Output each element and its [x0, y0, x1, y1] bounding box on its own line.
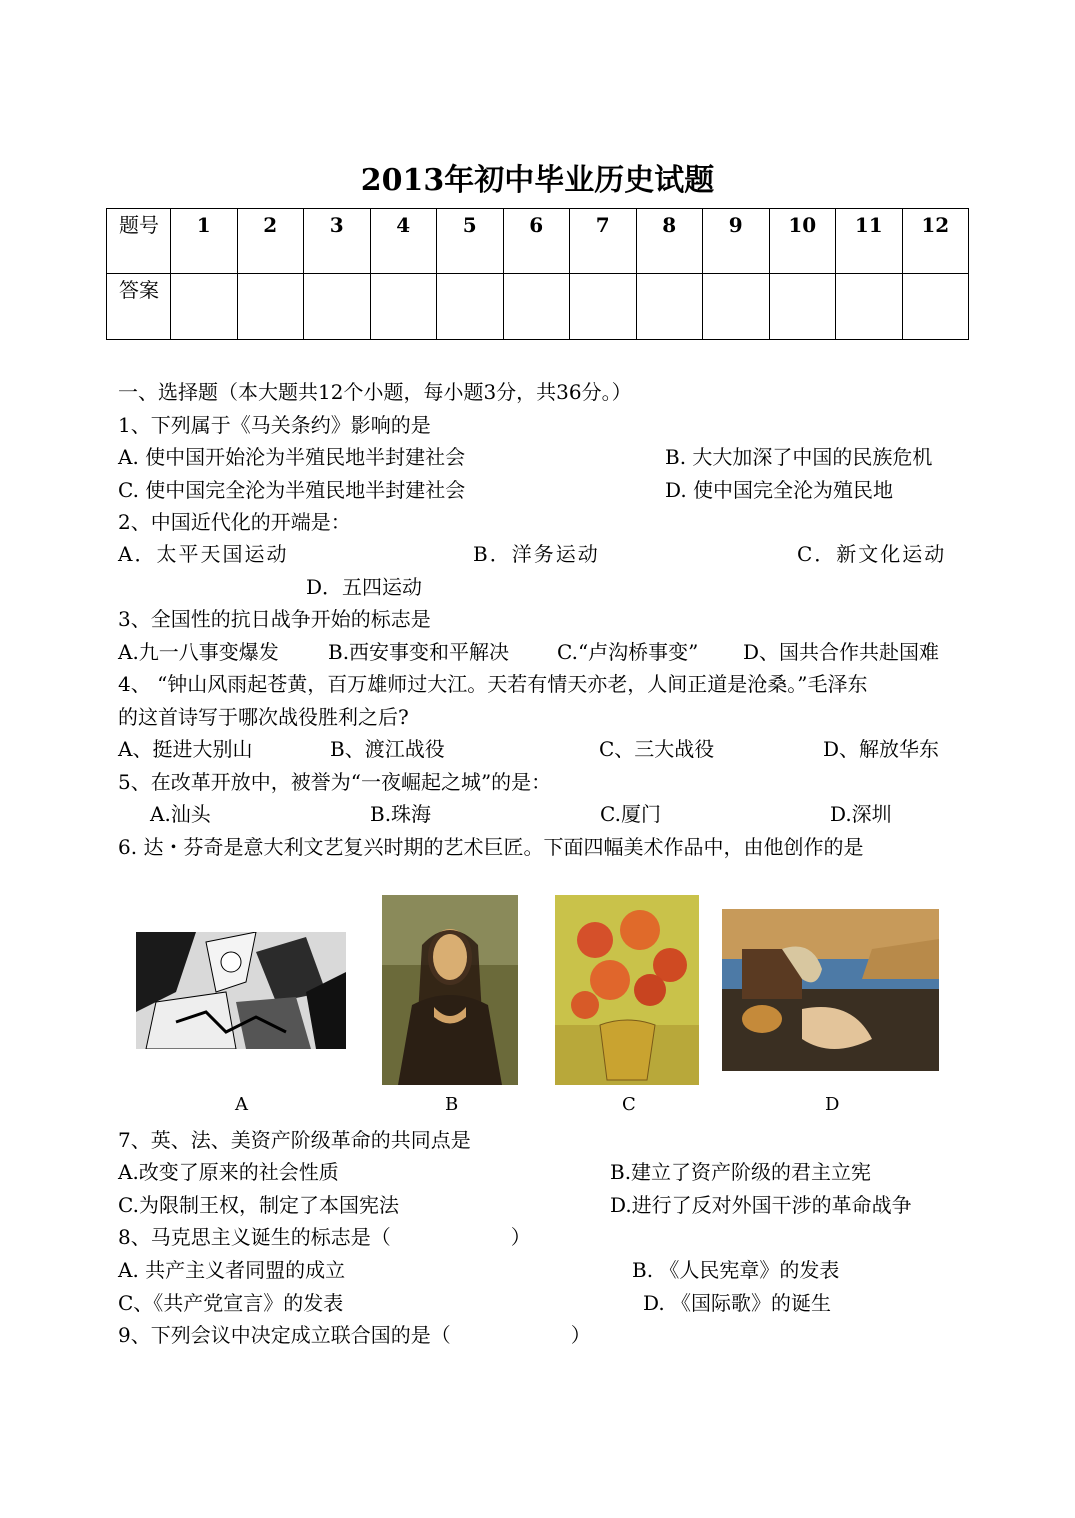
q3-option-c: C.“卢沟桥事变” — [557, 640, 699, 664]
q5-option-a: A.汕头 — [150, 802, 211, 826]
question-number: 8 — [636, 209, 703, 274]
question-3-stem: 3、全国性的抗日战争开始的标志是 — [118, 607, 431, 631]
answer-cell[interactable] — [636, 274, 703, 340]
q2-option-d: D．五四运动 — [306, 575, 423, 599]
caption-c: C — [622, 1094, 636, 1115]
q1-option-c: C. 使中国完全沦为半殖民地半封建社会 — [118, 478, 466, 502]
answer-cell[interactable] — [836, 274, 903, 340]
question-6-stem: 6. 达・芬奇是意大利文艺复兴时期的艺术巨匠。下面四幅美术作品中，由他创作的是 — [118, 835, 864, 859]
q4-option-a: A、挺进大别山 — [118, 737, 253, 761]
answer-cell[interactable] — [437, 274, 504, 340]
painting-d-image — [722, 909, 939, 1071]
q7-option-a: A.改变了原来的社会性质 — [118, 1160, 339, 1184]
answer-cell[interactable] — [304, 274, 371, 340]
q5-option-d: D.深圳 — [830, 802, 892, 826]
q4-option-c: C、三大战役 — [599, 737, 715, 761]
question-number: 2 — [237, 209, 304, 274]
answer-cell[interactable] — [769, 274, 836, 340]
question-number: 11 — [836, 209, 903, 274]
caption-a: A — [235, 1094, 248, 1115]
question-4-stem-cont: 的这首诗写于哪次战役胜利之后? — [118, 705, 409, 729]
question-number: 9 — [703, 209, 770, 274]
question-number: 12 — [902, 209, 969, 274]
answer-table — [106, 208, 969, 340]
answer-cell[interactable] — [902, 274, 969, 340]
answer-cell[interactable] — [370, 274, 437, 340]
q1-option-b: B. 大大加深了中国的民族危机 — [665, 445, 933, 469]
answer-cell[interactable] — [503, 274, 570, 340]
q3-option-d: D、国共合作共赴国难 — [743, 640, 940, 664]
q8-option-c: C、《共产党宣言》的发表 — [118, 1291, 344, 1315]
question-number: 1 — [171, 209, 238, 274]
question-number: 4 — [370, 209, 437, 274]
section-heading: 一、选择题（本大题共12个小题，每小题3分，共36分。） — [118, 380, 632, 404]
q5-option-b: B.珠海 — [370, 802, 432, 826]
question-number: 10 — [769, 209, 836, 274]
q7-option-d: D.进行了反对外国干涉的革命战争 — [610, 1193, 912, 1217]
answer-cell[interactable] — [237, 274, 304, 340]
q3-option-b: B.西安事变和平解决 — [328, 640, 510, 664]
page-title: 2013年初中毕业历史试题 — [360, 163, 715, 198]
caption-d: D — [825, 1094, 840, 1115]
answer-cell[interactable] — [703, 274, 770, 340]
question-2-stem: 2、中国近代化的开端是： — [118, 510, 351, 534]
question-7-stem: 7、英、法、美资产阶级革命的共同点是 — [118, 1128, 471, 1152]
question-number: 5 — [437, 209, 504, 274]
painting-a-image — [136, 932, 346, 1049]
q1-option-d: D. 使中国完全沦为殖民地 — [665, 478, 894, 502]
answer-cell[interactable] — [171, 274, 238, 340]
q2-option-b: B．洋务运动 — [473, 542, 600, 566]
painting-c-image — [555, 895, 699, 1085]
answer-cell[interactable] — [570, 274, 637, 340]
painting-b-image — [382, 895, 518, 1085]
question-1-stem: 1、下列属于《马关条约》影响的是 — [118, 413, 431, 437]
q7-option-b: B.建立了资产阶级的君主立宪 — [610, 1160, 872, 1184]
question-4-stem: 4、 “钟山风雨起苍黄，百万雄师过大江。天若有情天亦老，人间正道是沧桑。”毛泽东 — [118, 672, 868, 696]
row-label-number: 题号 — [107, 209, 171, 274]
question-8-stem: 8、马克思主义诞生的标志是（ ） — [118, 1225, 531, 1249]
question-number: 3 — [304, 209, 371, 274]
q4-option-b: B、渡江战役 — [330, 737, 445, 761]
q8-option-a: A. 共产主义者同盟的成立 — [118, 1258, 346, 1282]
q8-option-d: D. 《国际歌》的诞生 — [643, 1291, 832, 1315]
q5-option-c: C.厦门 — [600, 802, 661, 826]
q4-option-d: D、解放华东 — [823, 737, 940, 761]
question-5-stem: 5、在改革开放中，被誉为“一夜崛起之城”的是： — [118, 770, 552, 794]
q8-option-b: B. 《人民宪章》的发表 — [632, 1258, 840, 1282]
q7-option-c: C.为限制王权，制定了本国宪法 — [118, 1193, 399, 1217]
question-number: 7 — [570, 209, 637, 274]
question-number: 6 — [503, 209, 570, 274]
row-label-answer: 答案 — [107, 274, 171, 340]
q1-option-a: A. 使中国开始沦为半殖民地半封建社会 — [118, 445, 466, 469]
q2-option-c: C．新文化运动 — [797, 542, 947, 566]
question-9-stem: 9、下列会议中决定成立联合国的是（ ） — [118, 1323, 591, 1347]
q2-option-a: A．太平天国运动 — [118, 542, 289, 566]
q3-option-a: A.九一八事变爆发 — [118, 640, 279, 664]
caption-b: B — [445, 1094, 459, 1115]
